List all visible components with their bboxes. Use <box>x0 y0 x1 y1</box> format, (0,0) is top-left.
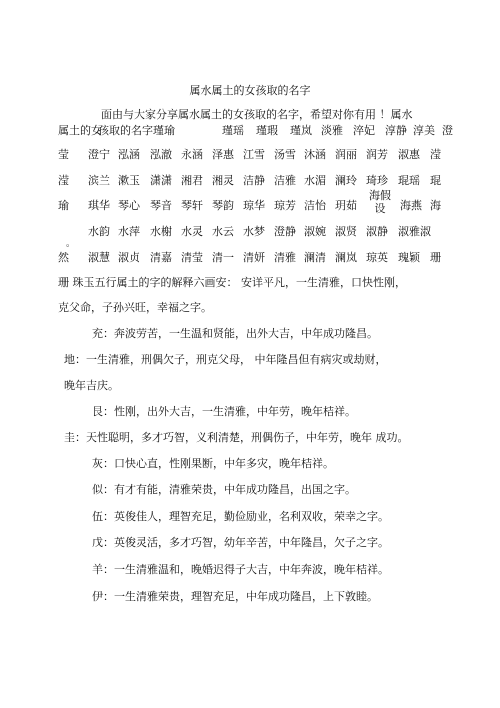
name-cell: 潇潇 <box>150 174 172 187</box>
name-cell: 琨瑶 <box>398 174 420 187</box>
intro-text: 面由与大家分享属水属土的女孩取的名字，希望对你有用 ！属水 <box>101 108 413 121</box>
name-row <box>58 249 442 263</box>
name-row <box>58 223 442 237</box>
paragraph-line: 圭：天性聪明，多才巧智，义利清楚，刑偶伤子，中年劳，晚年 成功。 <box>64 431 409 444</box>
name-row <box>58 172 442 186</box>
name-cell: 江雪 <box>243 148 265 161</box>
paragraph-line: 灰：口快心直，性刚果断，中年多灾，晚年桔祥。 <box>92 457 334 470</box>
name-cell: 琼英 <box>366 251 388 264</box>
name-cell: 水韵 <box>88 225 110 238</box>
name-cell: 淑婉 <box>304 225 326 238</box>
name-cell: 泓涵 <box>118 148 140 161</box>
name-cell: 清一 <box>212 251 234 264</box>
name-row <box>58 122 453 137</box>
name-cell: 澄 <box>442 124 453 137</box>
paragraph-line: 伍：英俊佳人，理智充足，勤俭励业，名利双收，荣幸之字。 <box>92 510 389 523</box>
name-cell: 洁雅 <box>274 174 296 187</box>
name-cell: 淑雅淑 <box>398 225 431 238</box>
name-cell: 玥茹 <box>335 199 357 212</box>
name-cell: 泓澈 <box>150 148 172 161</box>
name-cell: 清妍 <box>243 251 265 264</box>
name-cell: 润丽 <box>335 148 357 161</box>
name-cell: 水梦 <box>243 225 265 238</box>
name-cell: 淑慧 <box>88 251 110 264</box>
name-cell: 水云 <box>212 225 234 238</box>
paragraph-line: 羊：一生清雅温和，晚婚迟得子大吉，中年奔波，晚年桔祥。 <box>92 563 389 576</box>
name-cell: 洁怡 <box>304 199 326 212</box>
name-cell: 澜岚 <box>335 251 357 264</box>
paragraph-line: 克父命，子孙兴旺，幸福之字。 <box>58 301 212 314</box>
name-cell: 珊 <box>430 251 441 264</box>
stray-punctuation: 。 <box>66 239 76 249</box>
paragraph-line: 充：奔波劳苦，一生温和贤能，出外大吉，中年成功隆昌。 <box>92 327 378 340</box>
name-cell: 滢 <box>58 174 69 187</box>
name-cell: 琼华 <box>243 199 265 212</box>
name-cell: 孩取的名字瑾瑜 <box>98 124 175 137</box>
name-cell: 琨 <box>430 174 441 187</box>
name-cell: 澄宁 <box>88 148 110 161</box>
name-cell: 淑惠 <box>398 148 420 161</box>
paragraph-line: 艮：性刚，出外大吉，一生清雅，中年劳，晚年桔祥。 <box>92 405 356 418</box>
name-cell: 水灵 <box>181 225 203 238</box>
name-row <box>58 189 442 215</box>
name-cell: 水萍 <box>118 225 140 238</box>
paragraph-line: 晚年吉庆。 <box>64 379 119 392</box>
name-cell: 琴轩 <box>181 199 203 212</box>
name-cell: 汤雪 <box>274 148 296 161</box>
name-cell: 瑾瑕 <box>256 124 278 137</box>
name-cell: 然 <box>58 251 69 264</box>
name-cell: 琼芳 <box>274 199 296 212</box>
paragraph-line: 似：有才有能，清雅荣贵，中年成功隆昌，出国之字。 <box>92 483 356 496</box>
name-cell: 清莹 <box>181 251 203 264</box>
name-cell: 水湄 <box>304 174 326 187</box>
name-cell: 漱玉 <box>118 174 140 187</box>
name-cell: 清嘉 <box>150 251 172 264</box>
name-cell: 淑贞 <box>118 251 140 264</box>
name-cell: 海燕 <box>400 199 422 212</box>
name-cell: 淳美 <box>413 124 435 137</box>
name-cell: 湘灵 <box>212 174 234 187</box>
paragraph-line: 地：一生清雅，刑偶欠子，刑克父母， 中年隆昌但有病灾或劫财， <box>64 353 387 366</box>
name-cell: 瑰颖 <box>398 251 420 264</box>
name-cell: 沐涵 <box>304 148 326 161</box>
document-title: 属水属土的女孩取的名字 <box>189 84 311 97</box>
name-cell: 淑贤 <box>335 225 357 238</box>
name-cell: 淬妃 <box>353 124 375 137</box>
name-cell: 清雅 <box>274 251 296 264</box>
name-cell: 琦珍 <box>366 174 388 187</box>
name-cell: 滨兰 <box>88 174 110 187</box>
name-cell: 淑静 <box>366 225 388 238</box>
name-cell: 澄静 <box>274 225 296 238</box>
name-cell: 澜清 <box>304 251 326 264</box>
name-cell: 澜玲 <box>335 174 357 187</box>
name-cell: 莹 <box>58 148 69 161</box>
paragraph-line: 伊：一生清雅荣贵，理智充足，中年成功隆昌，上下敦睦。 <box>92 590 378 603</box>
name-cell: 淳静 <box>385 124 407 137</box>
name-cell: 海 <box>430 199 441 212</box>
name-cell: 瑾瑶 <box>222 124 244 137</box>
name-cell: 洁静 <box>243 174 265 187</box>
name-cell: 润芳 <box>366 148 388 161</box>
name-cell: 琴音 <box>150 199 172 212</box>
name-cell: 泽惠 <box>212 148 234 161</box>
name-cell: 琪华 <box>88 199 110 212</box>
name-cell: 琴心 <box>118 199 140 212</box>
name-cell: 属土的女 <box>58 124 102 137</box>
name-cell: 水榭 <box>150 225 172 238</box>
paragraph-line: 珊 珠玉五行属土的字的解释六画安： 安详平凡，一生清雅，口快性刚， <box>58 276 406 289</box>
name-cell: 永涵 <box>181 148 203 161</box>
name-cell: 瑾岚 <box>290 124 312 137</box>
name-cell: 海假设 <box>369 189 391 215</box>
name-cell: 瑜 <box>58 199 69 212</box>
name-cell: 淡雅 <box>321 124 343 137</box>
name-cell: 琴韵 <box>212 199 234 212</box>
name-row <box>58 146 442 160</box>
name-cell: 滢 <box>430 148 441 161</box>
paragraph-line: 戊：英俊灵活，多才巧智，幼年辛苦，中年隆昌，欠子之字。 <box>92 536 389 549</box>
name-cell: 湘君 <box>181 174 203 187</box>
